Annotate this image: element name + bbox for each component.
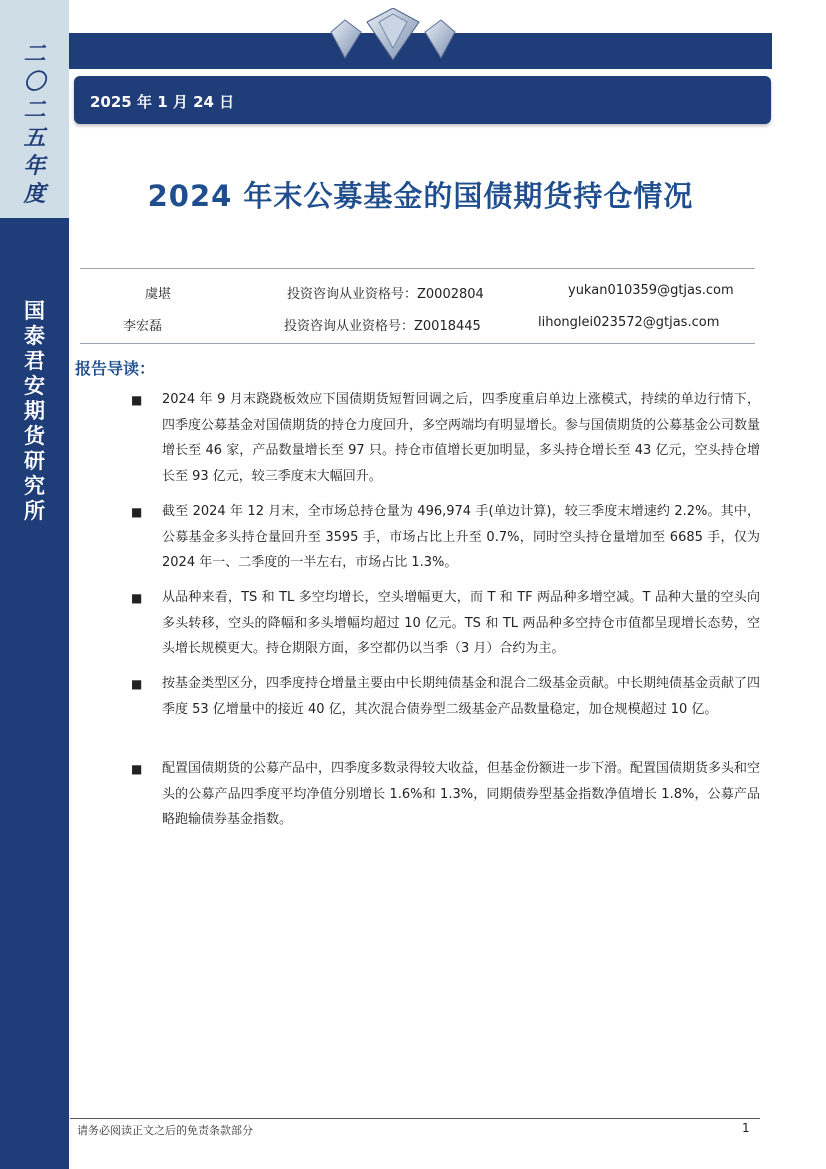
report-date: 2025 年 1 月 24 日 bbox=[90, 93, 235, 111]
author-row bbox=[80, 283, 755, 307]
page-number: 1 bbox=[742, 1121, 750, 1135]
author-email[interactable]: lihonglei023572@gtjas.com bbox=[538, 315, 720, 330]
author-divider bbox=[80, 268, 755, 269]
footer-divider bbox=[70, 1118, 760, 1119]
author-divider bbox=[80, 343, 755, 344]
author-cert: 投资咨询从业资格号：Z0002804 bbox=[287, 287, 484, 302]
bullet-paragraph: 从品种来看，TS 和 TL 多空均增长，空头增幅更大，而 T 和 TF 两品种多增空减。T 品种大量的空头向多头转移，空头的降幅和多头增幅均超过 10 亿元。TS 和 TL 两品种多空持仓市值都呈现增长态势，空头增长规模更大。持仓期限方面，多空都仍以当季（3 月）合约为主。 bbox=[162, 590, 760, 656]
section-heading: 报告导读： bbox=[75, 359, 156, 378]
author-row bbox=[80, 315, 755, 339]
bullet-icon: ■ bbox=[131, 762, 143, 776]
bullet-icon: ■ bbox=[131, 591, 143, 605]
author-email[interactable]: yukan010359@gtjas.com bbox=[568, 283, 734, 298]
bullet-paragraph: 截至 2024 年 12 月末，全市场总持仓量为 496,974 手(单边计算)，较三季度末增速约 2.2%。其中，公募基金多头持仓量回升至 3595 手，市场占比上升至 0.7%，同时空头持仓量增加至 6685 手，仅为 2024 年一、二季度的一半左右，市场占比 1.3%。 bbox=[162, 504, 760, 570]
bullet-icon: ■ bbox=[131, 677, 143, 691]
bullet-paragraph: 配置国债期货的公募产品中，四季度多数录得较大收益，但基金份额进一步下滑。配置国债期货多头和空头的公募产品四季度平均净值分别增长 1.6%和 1.3%，同期债券型基金指数净值增长 1.8%，公募产品略跑输债券基金指数。 bbox=[162, 761, 761, 827]
author-cert: 投资咨询从业资格号：Z0018445 bbox=[284, 319, 481, 334]
diamond-logo-icon bbox=[323, 8, 463, 64]
bullet-icon: ■ bbox=[131, 505, 143, 519]
report-title: 2024 年末公募基金的国债期货持仓情况 bbox=[147, 179, 694, 213]
sidebar-org-label: 国 泰 君 安 期 货 研 究 所 bbox=[24, 298, 45, 523]
footer-disclaimer: 请务必阅读正文之后的免责条款部分 bbox=[77, 1124, 253, 1137]
author-name: 虞堪 bbox=[145, 287, 172, 302]
sidebar-year-label: 二 〇 二 五 年 度 bbox=[23, 41, 46, 207]
bullet-icon: ■ bbox=[131, 393, 143, 407]
date-banner bbox=[74, 76, 771, 124]
author-name: 李宏磊 bbox=[123, 319, 163, 334]
bullet-paragraph: 2024 年 9 月末跷跷板效应下国债期货短暂回调之后，四季度重启单边上涨模式，持续的单边行情下，四季度公募基金对国债期货的持仓力度回升，多空两端均有明显增长。参与国债期货的公募基金公司数量增长至 46 家，产品数量增长至 97 只。持仓市值增长更加明显，多头持仓增长至 43 亿元，空头持仓增长至 93 亿元，较三季度末大幅回升。 bbox=[162, 392, 761, 484]
bullet-paragraph: 按基金类型区分，四季度持仓增量主要由中长期纯债基金和混合二级基金贡献。中长期纯债基金贡献了四季度 53 亿增量中的接近 40 亿，其次混合债券型二级基金产品数量稳定，加仓规模超过 10 亿。 bbox=[162, 676, 761, 717]
